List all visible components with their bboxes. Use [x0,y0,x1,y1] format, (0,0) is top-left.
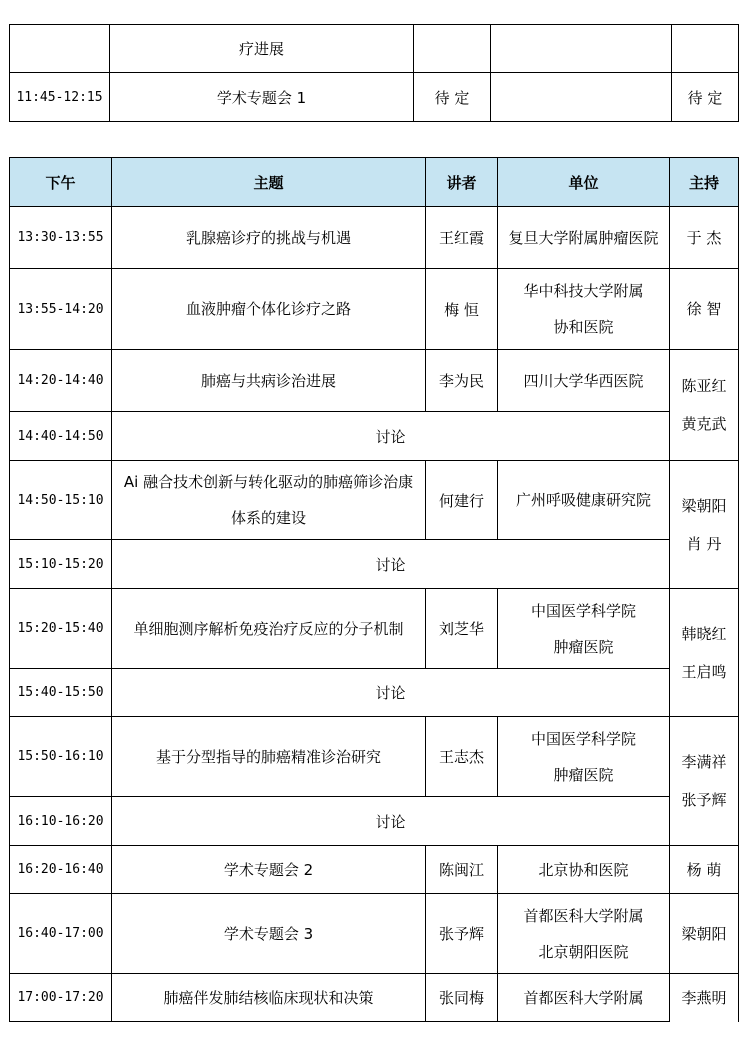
topic-line: 单细胞测序解析免疫治疗反应的分子机制 [133,619,404,638]
host-cell: 待 定 [672,73,739,122]
unit-line: 华中科技大学附属 [523,282,644,300]
table-row [10,207,739,269]
topic-line: 血液肿瘤个体化诊疗之路 [185,300,351,318]
topic-line: Ai 融合技术创新与转化驱动的肺癌筛诊治康 [123,473,414,491]
time-cell: 15:10-15:20 [10,540,112,589]
header-speaker: 讲者 [426,158,498,207]
table-row [10,25,739,73]
host-line: 韩晓红 [681,624,727,643]
host-cell [670,269,739,350]
topic-cell [112,846,426,894]
unit-cell [498,846,670,894]
time-cell: 11:45-12:15 [10,73,110,122]
time-cell: 14:40-14:50 [10,412,112,461]
topic-cell [112,350,426,412]
topic-line: 乳腺癌诊疗的挑战与机遇 [185,228,351,247]
unit-line: 中国医学科学院 [530,729,636,748]
unit-line: 首都医科大学附属 [523,988,644,1007]
speaker-cell: 梅 恒 [426,269,498,350]
unit-line: 四川大学华西医院 [523,371,644,390]
discussion-cell: 讨论 [112,412,670,461]
host-line: 徐 智 [686,300,722,318]
topic-cell [112,894,426,974]
table-header-row [10,158,739,207]
unit-line: 广州呼吸健康研究院 [515,491,651,509]
time-cell: 15:50-16:10 [10,717,112,797]
speaker-cell: 王红霞 [426,207,498,269]
topic-cell [112,461,426,540]
topic-line: 学术专题会 2 [223,860,314,879]
unit-cell [498,207,670,269]
host-line: 黄克武 [681,415,727,433]
topic-cell [112,974,426,1022]
speaker-cell: 李为民 [426,350,498,412]
topic-line: 学术专题会 3 [223,924,314,943]
table-row [10,461,739,540]
topic-cell: 学术专题会 1 [110,73,414,122]
table-row [10,589,739,669]
header-topic: 主题 [112,158,426,207]
table-row [10,894,739,974]
unit-cell [498,461,670,540]
host-cell [670,974,739,1022]
time-cell [10,25,110,73]
time-cell: 16:20-16:40 [10,846,112,894]
host-line: 肖 丹 [686,534,722,553]
speaker-cell: 张予辉 [426,894,498,974]
time-cell: 14:50-15:10 [10,461,112,540]
host-cell [670,717,739,846]
unit-line: 中国医学科学院 [530,601,636,620]
unit-line: 协和医院 [553,318,614,336]
time-cell: 16:40-17:00 [10,894,112,974]
table-row [10,350,739,412]
host-line: 陈亚红 [681,377,727,395]
time-cell: 15:20-15:40 [10,589,112,669]
host-line: 张予辉 [681,791,727,809]
table-row [10,412,739,461]
unit-cell [498,350,670,412]
speaker-cell: 待 定 [414,73,491,122]
unit-cell [498,894,670,974]
unit-cell [498,589,670,669]
speaker-cell: 王志杰 [426,717,498,797]
unit-line: 复旦大学附属肿瘤医院 [508,228,659,247]
topic-cell [112,207,426,269]
table-row [10,717,739,797]
host-cell [670,846,739,894]
host-cell [670,350,739,461]
discussion-cell: 讨论 [112,540,670,589]
topic-line: 体系的建设 [230,509,306,527]
unit-line: 北京协和医院 [538,860,629,879]
host-cell [672,25,739,73]
discussion-cell: 讨论 [112,669,670,717]
unit-cell [498,717,670,797]
afternoon-schedule-table [9,157,739,1022]
time-cell: 13:30-13:55 [10,207,112,269]
topic-cell [112,717,426,797]
unit-line: 肿瘤医院 [553,637,614,656]
speaker-cell [414,25,491,73]
table-row [10,669,739,717]
host-line: 于 杰 [686,228,722,247]
host-line: 李满祥 [681,753,727,771]
table-row [10,846,739,894]
unit-cell [491,73,672,122]
unit-line: 北京朝阳医院 [538,942,629,961]
unit-cell [498,269,670,350]
table-row [10,540,739,589]
schedule-table-continued [9,24,739,122]
unit-cell [491,25,672,73]
table-row [10,797,739,846]
time-cell: 13:55-14:20 [10,269,112,350]
discussion-cell: 讨论 [112,797,670,846]
table-row [10,269,739,350]
unit-line: 首都医科大学附属 [523,906,644,925]
host-cell [670,207,739,269]
host-cell [670,894,739,974]
host-line: 王启鸣 [681,662,727,681]
speaker-cell: 陈闽江 [426,846,498,894]
topic-line: 肺癌伴发肺结核临床现状和决策 [163,988,374,1007]
unit-line: 肿瘤医院 [553,765,614,784]
header-host: 主持 [670,158,739,207]
topic-cell [112,269,426,350]
topic-cell [112,589,426,669]
host-cell [670,461,739,589]
host-cell [670,589,739,717]
time-cell: 16:10-16:20 [10,797,112,846]
host-line: 梁朝阳 [681,924,727,943]
topic-cell: 疗进展 [110,25,414,73]
table-row [10,73,739,122]
time-cell: 17:00-17:20 [10,974,112,1022]
host-line: 杨 萌 [686,860,722,879]
topic-line: 基于分型指导的肺癌精准诊治研究 [155,747,381,766]
header-unit: 单位 [498,158,670,207]
table-row [10,974,739,1022]
time-cell: 15:40-15:50 [10,669,112,717]
host-line: 梁朝阳 [681,496,727,515]
host-line: 李燕明 [681,988,727,1007]
speaker-cell: 何建行 [426,461,498,540]
speaker-cell: 刘芝华 [426,589,498,669]
unit-cell [498,974,670,1022]
speaker-cell: 张同梅 [426,974,498,1022]
topic-line: 肺癌与共病诊治进展 [200,371,336,390]
time-cell: 14:20-14:40 [10,350,112,412]
header-time: 下午 [10,158,112,207]
